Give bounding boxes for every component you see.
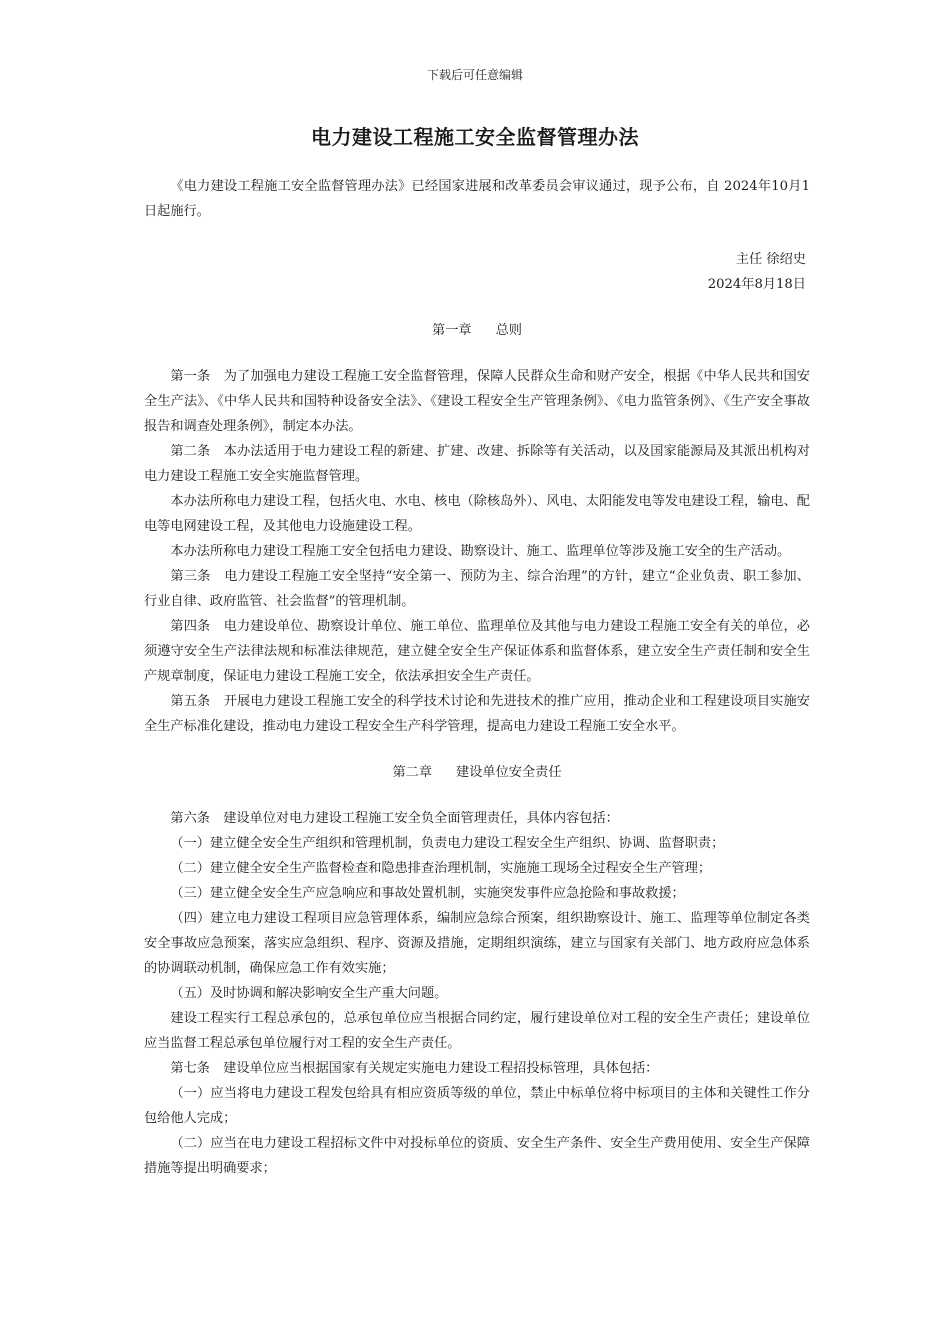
header-note: 下载后可任意编辑 xyxy=(426,68,523,82)
chapter-heading xyxy=(144,318,810,343)
article-paragraph: 本办法所称电力建设工程，包括火电、水电、核电（除核岛外）、风电、太阳能发电等发电建设工程，输电、配电等电网建设工程，及其他电力设施建设工程。 xyxy=(144,494,810,534)
article-paragraph: 第五条 开展电力建设工程施工安全的科学技术讨论和先进技术的推广应用，推动企业和工程建设项目实施安全生产标准化建设，推动电力建设工程安全生产科学管理，提高电力建设工程施工安全水平。 xyxy=(144,694,810,734)
article-paragraph: 第七条 建设单位应当根据国家有关规定实施电力建设工程招投标管理，具体包括： xyxy=(170,1061,659,1076)
chapter-2-articles xyxy=(144,806,810,1181)
list-item: （五）及时协调和解决影响安全生产重大问题。 xyxy=(170,986,448,1001)
article-paragraph: 第二条 本办法适用于电力建设工程的新建、扩建、改建、拆除等有关活动，以及国家能源局及其派出机构对电力建设工程施工安全实施监督管理。 xyxy=(144,444,810,484)
chapter-name: 总则 xyxy=(495,323,522,338)
list-item: （一）应当将电力建设工程发包给具有相应资质等级的单位，禁止中标单位将中标项目的主体和关键性工作分包给他人完成； xyxy=(144,1086,810,1126)
chapter-heading xyxy=(144,760,810,785)
article-paragraph: 本办法所称电力建设工程施工安全包括电力建设、勘察设计、施工、监理单位等涉及施工安全的生产活动。 xyxy=(170,544,791,559)
list-item: （一）建立健全安全生产组织和管理机制，负责电力建设工程安全生产组织、协调、监督职责； xyxy=(170,836,725,851)
list-item: （三）建立健全安全生产应急响应和事故处置机制，实施突发事件应急抢险和事故救援； xyxy=(170,886,685,901)
signature-person: 主任 徐绍史 xyxy=(735,252,806,267)
chapter-name: 建设单位安全责任 xyxy=(456,765,562,780)
article-paragraph: 第六条 建设单位对电力建设工程施工安全负全面管理责任，具体内容包括： xyxy=(170,811,619,826)
chapter-number: 第二章 xyxy=(392,765,433,780)
signature-date: 2024年8月18日 xyxy=(707,277,806,292)
list-item: （四）建立电力建设工程项目应急管理体系，编制应急综合预案，组织勘察设计、施工、监理等单位制定各类安全事故应急预案，落实应急组织、程序、资源及措施，定期组织演练，建立与国家有关部门、地方政府应急体系的协调联动机制，确保应急工作有效实施； xyxy=(144,911,810,976)
article-paragraph: 第三条 电力建设工程施工安全坚持“安全第一、预防为主、综合治理”的方针，建立“企业负责、职工参加、行业自律、政府监管、社会监督”的管理机制。 xyxy=(144,569,810,609)
list-item: （二）应当在电力建设工程招标文件中对投标单位的资质、安全生产条件、安全生产费用使用、安全生产保障措施等提出明确要求； xyxy=(144,1136,810,1176)
list-item: （二）建立健全安全生产监督检查和隐患排查治理机制，实施施工现场全过程安全生产管理； xyxy=(170,861,712,876)
article-paragraph: 第四条 电力建设单位、勘察设计单位、施工单位、监理单位及其他与电力建设工程施工安全有关的单位，必须遵守安全生产法律法规和标准法律规范，建立健全安全生产保证体系和监督体系，建立安全生产责任制和安全生产规章制度，保证电力建设工程施工安全，依法承担安全生产责任。 xyxy=(144,619,810,684)
article-paragraph: 第一条 为了加强电力建设工程施工安全监督管理，保障人民群众生命和财产安全，根据《中华人民共和国安全生产法》、《中华人民共和国特种设备安全法》、《建设工程安全生产管理条例》、《电力监管条例》、《生产安全事故报告和调查处理条例》，制定本办法。 xyxy=(144,369,810,434)
chapter-number: 第一章 xyxy=(432,323,472,338)
document-body xyxy=(144,174,810,1181)
intro-paragraph: 《电力建设工程施工安全监督管理办法》已经国家进展和改革委员会审议通过，现予公布，自 2024年10月1日起施行。 xyxy=(144,179,810,219)
document-title: 电力建设工程施工安全监督管理办法 xyxy=(311,125,639,149)
article-paragraph: 建设工程实行工程总承包的，总承包单位应当根据合同约定，履行建设单位对工程的安全生产责任；建设单位应当监督工程总承包单位履行对工程的安全生产责任。 xyxy=(144,1011,810,1051)
chapter-1-articles xyxy=(144,364,810,739)
